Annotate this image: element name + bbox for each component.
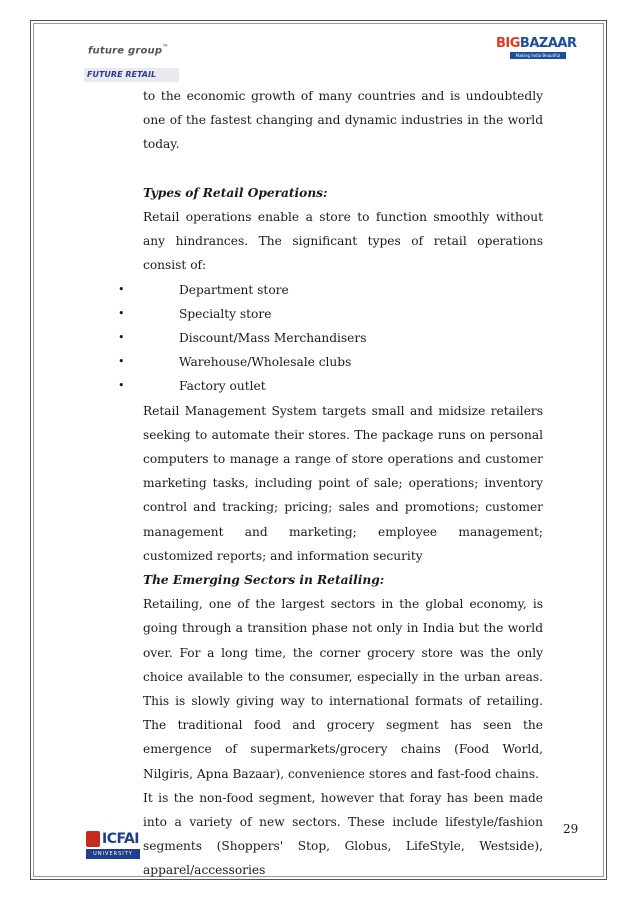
icfai-emblem-icon — [86, 831, 100, 847]
bullet-icon: • — [118, 331, 125, 345]
list-item-text: Discount/Mass Merchandisers — [179, 331, 367, 346]
list-item — [118, 326, 543, 350]
list-item-text: Specialty store — [179, 306, 272, 321]
future-group-logo-text: future group — [88, 45, 163, 57]
list-item — [118, 350, 543, 374]
paragraph-retail-operations: Retail operations enable a store to function smoothly without any hindrances. The significant types of retail operations consist of: — [143, 210, 543, 273]
list-item-text: Department store — [179, 282, 289, 297]
paragraph-retailing-transition: Retailing, one of the largest sectors in the global economy, is going through a transition phase not only in India but the world over. For a long time, the corner grocery store was the only choice available to the consumer, especially in the urban areas. This is slowly giving way to international formats of retailing. The traditional food and grocery segment has seen the emergence of supermarkets/grocery chains (Food World, Nilgiris, Apna Bazaar), convenience stores and fast-food chains. — [143, 597, 543, 781]
spacer — [143, 157, 543, 181]
big-bazaar-tagline: Making India Beautiful — [510, 52, 566, 59]
big-bazaar-logo-bazaar: BAZAAR — [519, 36, 577, 51]
future-group-logo-mark: ™ — [162, 44, 169, 51]
bullet-icon: • — [118, 355, 125, 369]
big-bazaar-logo — [496, 36, 576, 66]
paragraph-non-food-segment: It is the non-food segment, however that foray has been made into a variety of new sectors. These include lifestyle/fashion segments (Shoppers' Stop, Globus, LifeStyle, Westside), apparel/accessories — [143, 790, 543, 878]
list-item-text: Warehouse/Wholesale clubs — [179, 355, 352, 370]
paragraph-intro: to the economic growth of many countries and is undoubtedly one of the fastest changing and dynamic industries in the world today. — [143, 89, 543, 152]
icfai-logo — [86, 830, 140, 867]
icfai-logo-sub: UNIVERSITY NAGALAND — [86, 849, 140, 859]
bullet-icon: • — [118, 379, 125, 393]
heading-emerging-sectors: The Emerging Sectors in Retailing: — [143, 573, 385, 588]
page-number: 29 — [563, 822, 579, 836]
bullet-icon: • — [118, 282, 125, 296]
list-item — [118, 302, 543, 326]
future-group-logo — [88, 44, 168, 56]
future-retail-logo — [84, 68, 179, 82]
paragraph-retail-management-system: Retail Management System targets small and midsize retailers seeking to automate their stores. The package runs on personal computers to manage a range of store operations and customer marketing tasks, including point of sale; operations; inventory control and tracking; pricing; sales and promotions; customer management and marketing; employee management; customized reports; and information security — [143, 403, 543, 563]
list-item — [118, 374, 543, 398]
list-item — [118, 278, 543, 302]
heading-types-of-retail-operations: Types of Retail Operations: — [143, 185, 328, 200]
bullet-icon: • — [118, 306, 125, 320]
list-item-text: Factory outlet — [179, 379, 266, 394]
big-bazaar-logo-big: BIG — [496, 36, 520, 51]
icfai-logo-name: ICFAI — [102, 831, 139, 847]
future-retail-logo-text: FUTURE RETAIL — [87, 70, 157, 79]
